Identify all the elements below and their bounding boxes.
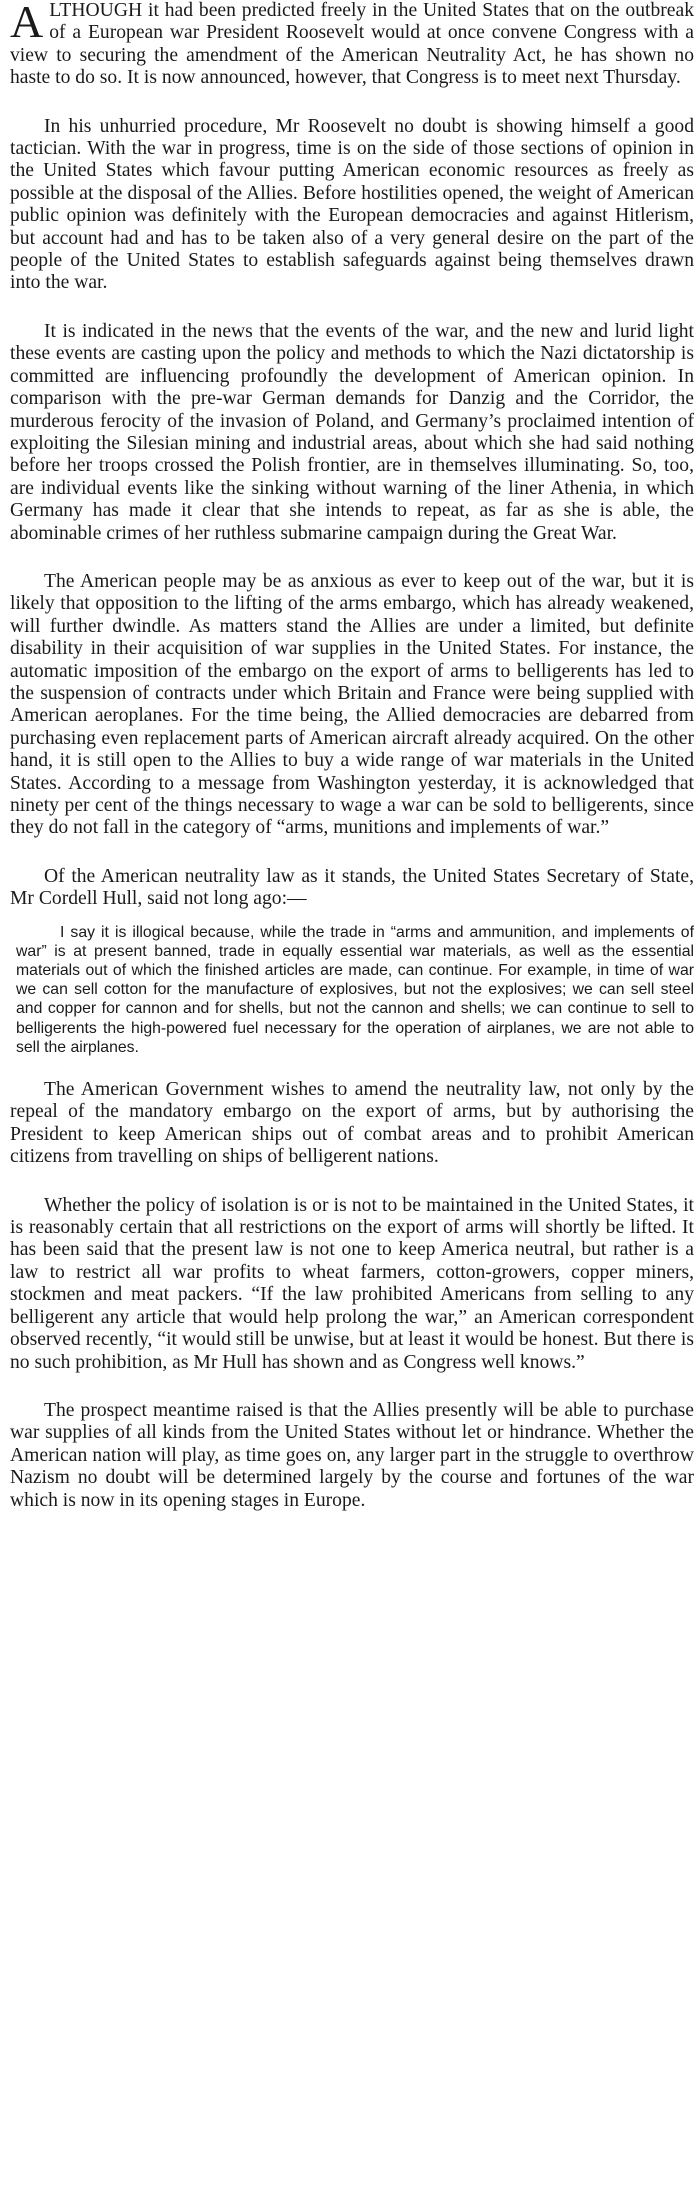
paragraph-1 (10, 0, 694, 90)
paragraph-5: Of the American neutrality law as it stands, the United States Secretary of State, Mr Cordell Hull, said not long ago:— (10, 865, 694, 910)
paragraph-2: In his unhurried procedure, Mr Roosevelt no doubt is showing himself a good tactician. With the war in progress, time is on the side of those sections of opinion in the United States which favour putting American economic resources as freely as possible at the disposal of the Allies. Before hostilities opened, the weight of American public opinion was definitely with the European democracies and against Hitlerism, but account had and has to be taken also of a very general desire on the part of the people of the United States to establish safeguards against being themselves drawn into the war. (10, 115, 694, 294)
paragraph-3: It is indicated in the news that the events of the war, and the new and lurid light these events are casting upon the policy and methods to which the Nazi dictatorship is committed are influencing profoundly the development of American opinion. In comparison with the pre-war German demands for Danzig and the Corridor, the murderous ferocity of the invasion of Poland, and Germany’s proclaimed intention of exploiting the Silesian mining and industrial areas, about which she had said nothing before her troops crossed the Polish frontier, are in themselves illuminating. So, too, are individual events like the sinking without warning of the liner Athenia, in which Germany has made it clear that she intends to repeat, as far as she is able, the abominable crimes of her ruthless submarine campaign during the Great War. (10, 320, 694, 544)
paragraph-8: The prospect meantime raised is that the Allies presently will be able to purchase war supplies of all kinds from the United States without let or hindrance. Whether the American nation will play, as time goes on, any larger part in the struggle to overthrow Nazism no doubt will be determined largely by the course and fortunes of the war which is now in its opening stages in Europe. (10, 1399, 694, 1511)
paragraph-4: The American people may be as anxious as ever to keep out of the war, but it is likely that opposition to the lifting of the arms embargo, which has already weakened, will further dwindle. As matters stand the Allies are under a limited, but definite disability in their acquisition of war supplies in the United States. For instance, the automatic imposition of the embargo on the export of arms to belligerents has led to the suspension of contracts under which Britain and France were being supplied with American aeroplanes. For the time being, the Allied democracies are debarred from purchasing even replacement parts of American aircraft already acquired. On the other hand, it is still open to the Allies to buy a wide range of war materials in the United States. According to a message from Washington yesterday, it is acknowledged that ninety per cent of the things necessary to wage a war can be sold to belligerents, since they do not fall in the category of “arms, munitions and implements of war.” (10, 570, 694, 839)
paragraph-7: Whether the policy of isolation is or is not to be maintained in the United States, it is reasonably certain that all restrictions on the export of arms will shortly be lifted. It has been said that the present law is not one to keep America neutral, but rather is a law to restrict all war profits to wheat farmers, cotton-growers, copper miners, stockmen and meat packers. “If the law prohibited Americans from selling to any belligerent any article that would help prolong the war,” an American correspondent observed recently, “it would still be unwise, but at least it would be honest. But there is no such prohibition, as Mr Hull has shown and as Congress well knows.” (10, 1194, 694, 1373)
paragraph-1-text: LTHOUGH it had been predicted freely in the United States that on the outbreak of a European war President Roosevelt would at once convene Congress with a view to securing the amendment of the American Neutrality Act, he has shown no haste to do so. It is now announced, however, that Congress is to meet next Thursday. (10, 0, 694, 89)
hull-quotation: I say it is illogical because, while the trade in “arms and ammunition, and implements of war” is at present banned, trade in equally essential war materials, as well as the essential materials out of which the finished articles are made, can continue. For example, in time of war we can sell cotton for the manufacture of explosives, but not the explosives; we can sell steel and copper for cannon and for shells, but not the cannon and shells; we can continue to sell to belligerents the high-powered fuel necessary for the operation of airplanes, we are not able to sell the airplanes. (16, 923, 694, 1056)
paragraph-6: The American Government wishes to amend the neutrality law, not only by the repeal of the mandatory embargo on the export of arms, but by authorising the President to keep American ships out of combat areas and to prohibit American citizens from travelling on ships of belligerent nations. (10, 1079, 694, 1168)
drop-cap: A (10, 0, 44, 47)
